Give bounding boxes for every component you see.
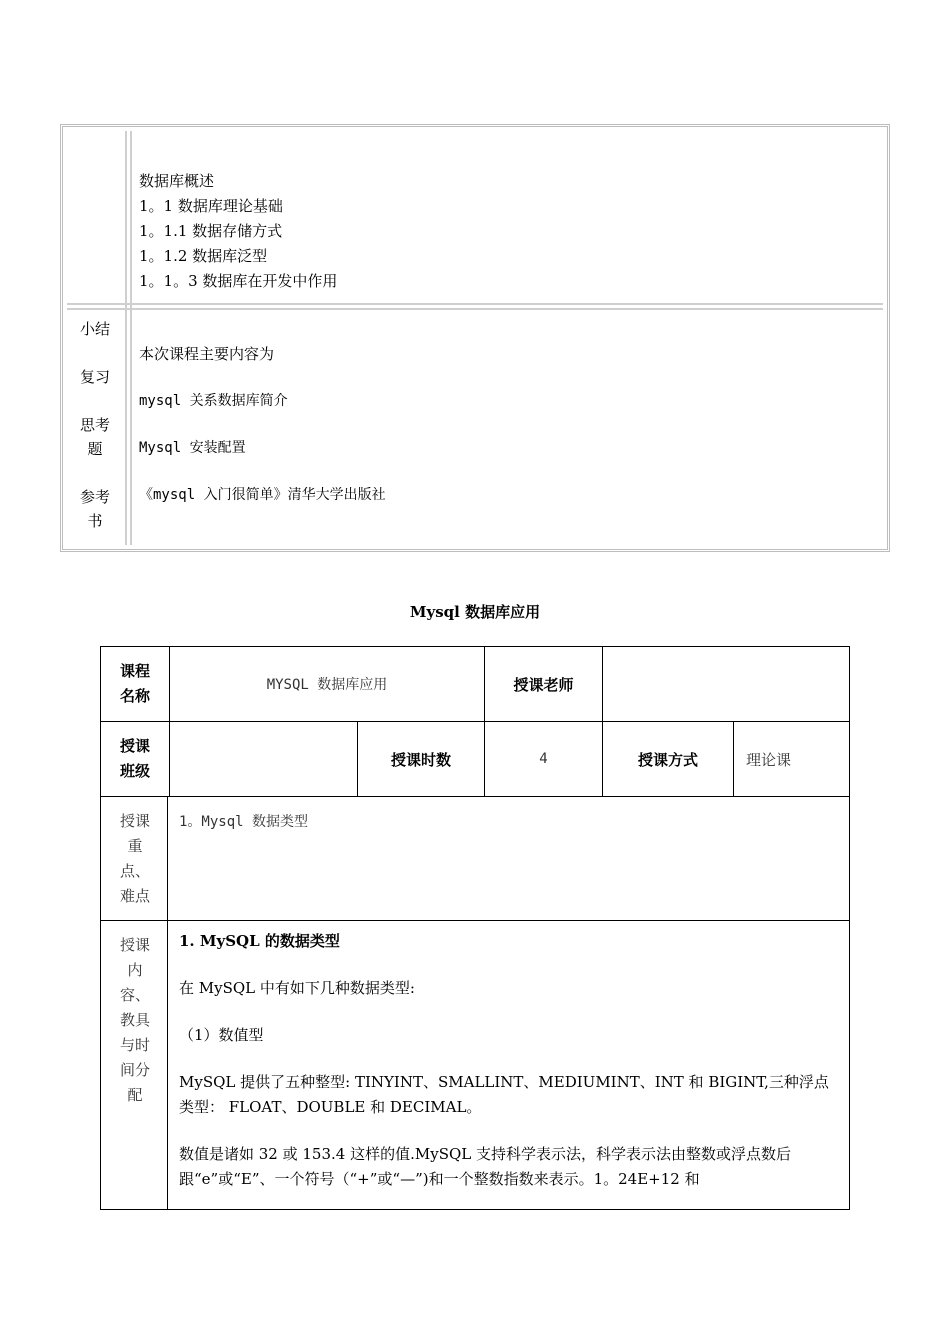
page-title: Mysql 数据库应用 [409, 603, 541, 621]
summary-line: Mysql 安装配置 [139, 440, 246, 456]
toc-item: 1。1 数据库理论基础 [139, 197, 283, 215]
label-review: 复习 [79, 368, 110, 386]
toc-item: 1。1.2 数据库泛型 [139, 247, 268, 265]
key-points-value: 1。Mysql 数据类型 [179, 814, 309, 830]
hours-value: 4 [539, 751, 548, 767]
summary-content [139, 343, 386, 531]
class-label: 授课班级 [119, 737, 150, 780]
summary-line: mysql 关系数据库简介 [139, 393, 288, 409]
toc-list [139, 169, 337, 294]
content-paragraph: （1）数值型 [179, 1026, 264, 1044]
summary-line: 本次课程主要内容为 [139, 345, 275, 363]
label-reference: 参考书 [79, 488, 110, 530]
content-paragraph: 数值是诸如 32 或 153.4 这样的值.MySQL 支持科学表示法，科学表示法由整数或浮点数后跟“e”或“E”、一个符号（“+”或“—”)和一个整数指数来表示。1。24E+12 和 [179, 1145, 792, 1188]
summary-table [60, 124, 890, 552]
content-heading: 1. MySQL 的数据类型 [179, 932, 340, 950]
course-name-label: 课程名称 [119, 662, 150, 705]
toc-item: 数据库概述 [139, 172, 215, 190]
method-label: 授课方式 [637, 750, 698, 769]
label-questions: 思考题 [79, 416, 110, 458]
key-points-label: 授课重点、难点 [119, 812, 150, 905]
row-divider [101, 920, 849, 921]
summary-labels [63, 317, 127, 557]
label-summary: 小结 [79, 320, 110, 338]
hours-label: 授课时数 [390, 750, 451, 769]
content-paragraph: MySQL 提供了五种整型: TINYINT、SMALLINT、MEDIUMINT、INT 和 BIGINT,三种浮点类型： FLOAT、DOUBLE 和 DECIMAL。 [179, 1073, 829, 1116]
toc-item: 1。1。3 数据库在开发中作用 [139, 272, 338, 290]
lesson-content [179, 929, 835, 1214]
course-name-value: MYSQL 数据库应用 [266, 677, 388, 693]
method-value: 理论课 [746, 750, 792, 769]
column-divider [167, 796, 168, 1210]
lesson-table [100, 646, 850, 1210]
teacher-label: 授课老师 [513, 675, 574, 694]
class-value [170, 722, 357, 796]
teacher-value [603, 647, 850, 721]
row-divider [101, 796, 849, 797]
toc-row [63, 127, 887, 307]
summary-row [63, 307, 887, 552]
content-label: 授课内容、教具与时间分配 [119, 936, 150, 1104]
toc-item: 1。1.1 数据存储方式 [139, 222, 283, 240]
summary-line: 《mysql 入门很简单》清华大学出版社 [139, 487, 386, 503]
content-paragraph: 在 MySQL 中有如下几种数据类型: [179, 979, 415, 997]
